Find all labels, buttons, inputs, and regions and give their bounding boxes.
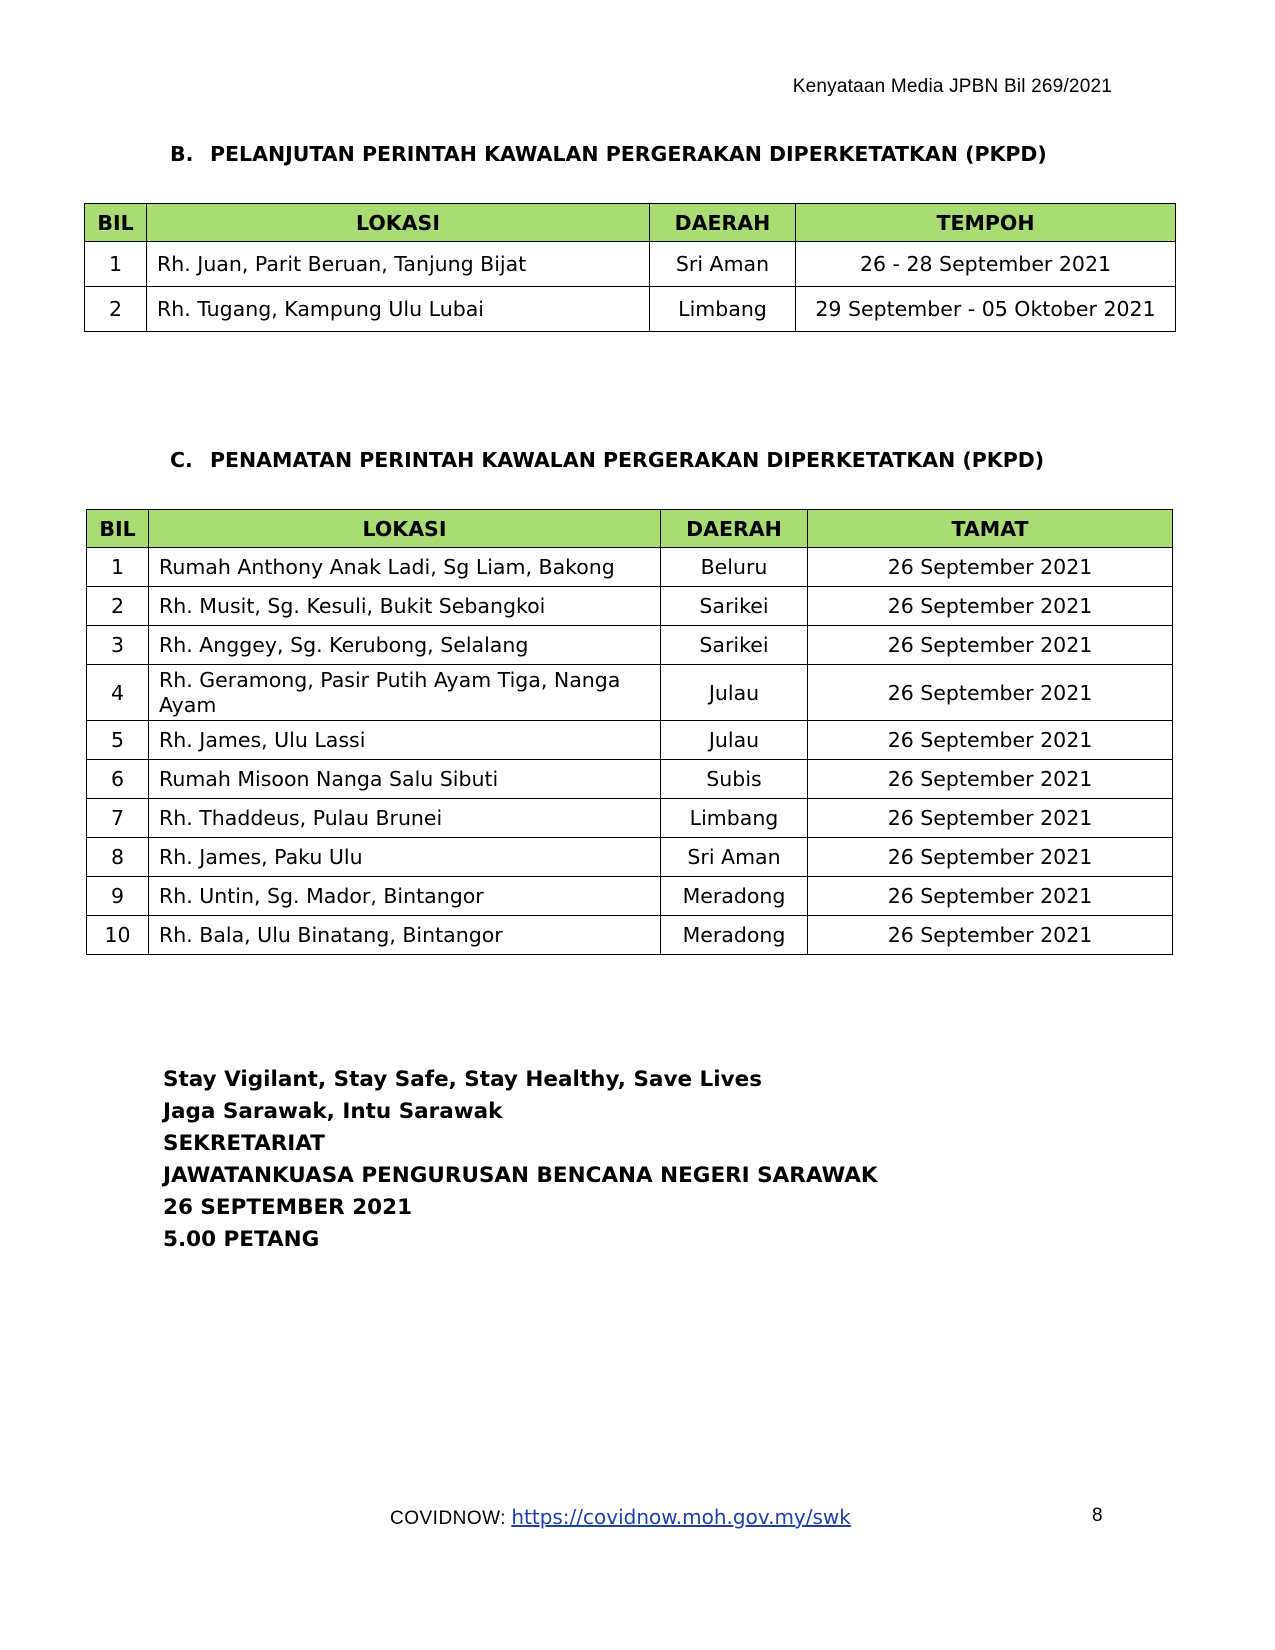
cell-daerah: Julau [661,665,808,721]
table-row [87,587,1173,626]
signoff-secretariat: SEKRETARIAT [163,1131,325,1156]
table-row [87,877,1173,916]
cell-bil: 8 [87,838,149,877]
section-b-title-text: PELANJUTAN PERINTAH KAWALAN PERGERAKAN DIPERKETATKAN (PKPD) [210,142,1047,166]
cell-bil: 4 [87,665,149,721]
cell-daerah: Limbang [661,799,808,838]
cell-daerah: Meradong [661,877,808,916]
cell-tamat: 26 September 2021 [808,760,1173,799]
table-row [87,916,1173,955]
cell-bil: 7 [87,799,149,838]
cell-daerah: Beluru [661,548,808,587]
table-row [87,548,1173,587]
table-row [87,760,1173,799]
cell-lokasi: Rumah Anthony Anak Ladi, Sg Liam, Bakong [149,548,661,587]
table-header-row [85,204,1176,242]
table-row [87,799,1173,838]
cell-bil: 2 [87,587,149,626]
cell-tamat: 26 September 2021 [808,721,1173,760]
cell-daerah: Meradong [661,916,808,955]
cell-lokasi: Rh. James, Paku Ulu [149,838,661,877]
cell-daerah: Julau [661,721,808,760]
cell-bil: 6 [87,760,149,799]
cell-lokasi: Rh. Anggey, Sg. Kerubong, Selalang [149,626,661,665]
cell-daerah: Sri Aman [661,838,808,877]
footer-label: COVIDNOW: [390,1508,507,1529]
cell-daerah: Limbang [650,287,796,332]
cell-daerah: Sarikei [661,587,808,626]
table-row [87,626,1173,665]
column-header-tempoh: TEMPOH [796,204,1176,242]
cell-lokasi: Rh. Tugang, Kampung Ulu Lubai [147,287,650,332]
cell-bil: 2 [85,287,147,332]
section-b-title [170,142,1047,166]
cell-tamat: 26 September 2021 [808,877,1173,916]
column-header-lokasi: LOKASI [147,204,650,242]
pkpd-extension-table [84,203,1176,332]
cell-bil: 10 [87,916,149,955]
table-row [85,287,1176,332]
column-header-daerah: DAERAH [650,204,796,242]
column-header-lokasi: LOKASI [149,510,661,548]
cell-tamat: 26 September 2021 [808,665,1173,721]
column-header-bil: BIL [85,204,147,242]
page-footer [0,1505,1275,1535]
header-reference: Kenyataan Media JPBN Bil 269/2021 [792,76,1112,97]
column-header-tamat: TAMAT [808,510,1173,548]
table-header-row [87,510,1173,548]
footer-covidnow [390,1505,851,1530]
cell-lokasi: Rh. Musit, Sg. Kesuli, Bukit Sebangkoi [149,587,661,626]
cell-tamat: 26 September 2021 [808,548,1173,587]
cell-lokasi: Rh. Thaddeus, Pulau Brunei [149,799,661,838]
cell-bil: 5 [87,721,149,760]
cell-bil: 1 [85,242,147,287]
cell-daerah: Subis [661,760,808,799]
covidnow-link[interactable]: https://covidnow.moh.gov.my/swk [511,1505,851,1529]
cell-daerah: Sri Aman [650,242,796,287]
signoff-committee: JAWATANKUASA PENGURUSAN BENCANA NEGERI SARAWAK [163,1163,878,1188]
cell-bil: 3 [87,626,149,665]
signoff-time: 5.00 PETANG [163,1227,320,1252]
table-row [87,665,1173,721]
signoff-motto: Jaga Sarawak, Intu Sarawak [163,1099,503,1124]
section-c-title-text: PENAMATAN PERINTAH KAWALAN PERGERAKAN DIPERKETATKAN (PKPD) [210,448,1045,472]
cell-tamat: 26 September 2021 [808,626,1173,665]
cell-lokasi: Rh. James, Ulu Lassi [149,721,661,760]
cell-lokasi: Rh. Juan, Parit Beruan, Tanjung Bijat [147,242,650,287]
table-row [87,721,1173,760]
cell-tamat: 26 September 2021 [808,838,1173,877]
column-header-daerah: DAERAH [661,510,808,548]
cell-tempoh: 29 September - 05 Oktober 2021 [796,287,1176,332]
cell-lokasi: Rumah Misoon Nanga Salu Sibuti [149,760,661,799]
table-row [87,838,1173,877]
signoff-block [163,1064,878,1256]
cell-lokasi: Rh. Geramong, Pasir Putih Ayam Tiga, Nanga Ayam [149,665,661,721]
column-header-bil: BIL [87,510,149,548]
section-c-letter: C. [170,448,193,472]
cell-tamat: 26 September 2021 [808,916,1173,955]
section-b-letter: B. [170,142,194,166]
cell-lokasi: Rh. Bala, Ulu Binatang, Bintangor [149,916,661,955]
cell-bil: 1 [87,548,149,587]
cell-bil: 9 [87,877,149,916]
cell-daerah: Sarikei [661,626,808,665]
page-number: 8 [1092,1505,1103,1526]
section-c-title [170,448,1044,472]
signoff-date: 26 SEPTEMBER 2021 [163,1195,413,1220]
signoff-slogan: Stay Vigilant, Stay Safe, Stay Healthy, Save Lives [163,1067,762,1092]
table-row [85,242,1176,287]
cell-lokasi: Rh. Untin, Sg. Mador, Bintangor [149,877,661,916]
cell-tamat: 26 September 2021 [808,799,1173,838]
cell-tempoh: 26 - 28 September 2021 [796,242,1176,287]
cell-tamat: 26 September 2021 [808,587,1173,626]
pkpd-termination-table [86,509,1173,955]
